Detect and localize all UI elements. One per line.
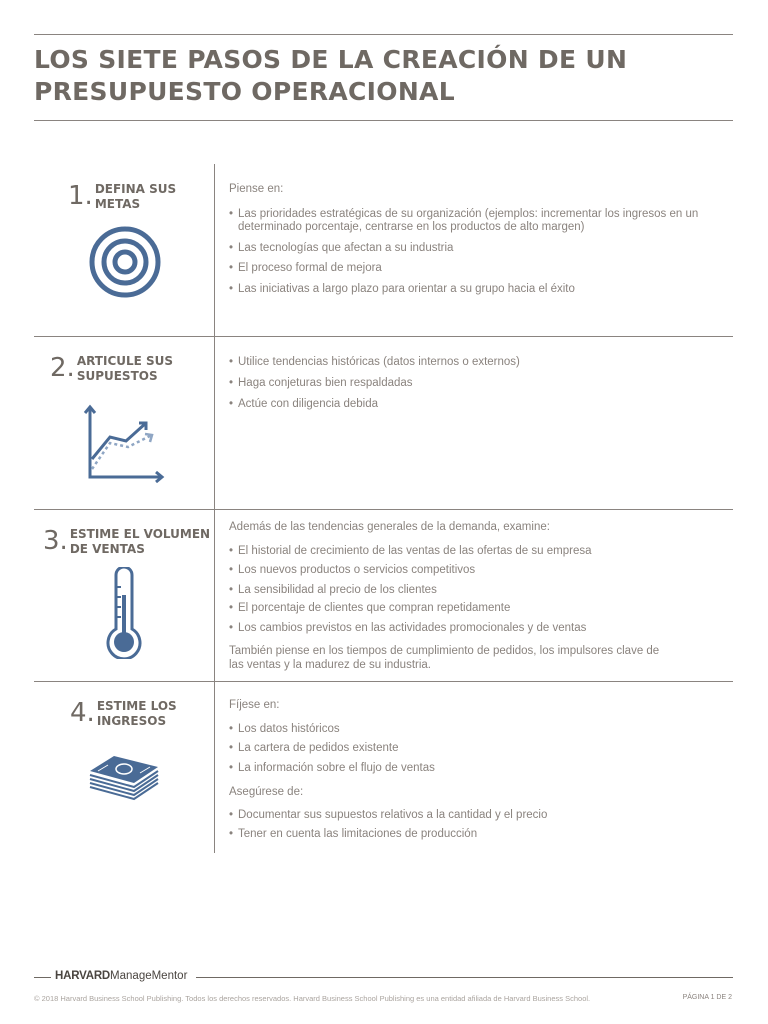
money-stack-icon: [88, 753, 160, 801]
step-label: ARTICULE SUS SUPUESTOS: [76, 354, 174, 383]
step-1-content: [229, 183, 729, 296]
page-number: PÁGINA 1 DE 2: [682, 994, 732, 1001]
brand-bold: HARVARD: [55, 970, 111, 982]
title-rule: [34, 120, 733, 121]
footer-rule-left: [34, 977, 51, 978]
list-item: • El historial de crecimiento de las ventas de las ofertas de su empresa: [229, 545, 729, 559]
step-3-content: [229, 521, 729, 672]
brand-rest: ManageMentor: [110, 970, 188, 982]
page-title: LOS SIETE PASOS DE LA CREACIÓN DE UN PRESUPUESTO OPERACIONAL: [34, 45, 628, 106]
list-item: • Haga conjeturas bien respaldadas: [229, 377, 729, 391]
footer-rule-right: [196, 977, 733, 978]
top-rule: [34, 34, 733, 35]
step-4-heading: [70, 698, 177, 729]
row-divider-3: [34, 681, 733, 682]
step-intro: Piense en:: [229, 183, 284, 195]
target-icon: [88, 225, 162, 299]
step-4-content: [229, 699, 729, 842]
list-item: • El proceso formal de mejora: [229, 262, 729, 276]
step-intro-2: Asegúrese de:: [229, 786, 304, 798]
list-item: • Actúe con diligencia debida: [229, 398, 729, 412]
list-item: • La sensibilidad al precio de los clientes: [229, 584, 729, 598]
step-number: 3.: [43, 526, 68, 556]
step-bullets: [229, 723, 729, 776]
step-bullets: [229, 545, 729, 636]
step-number: 2.: [50, 353, 75, 383]
list-item: • Las prioridades estratégicas de su organización (ejemplos: incrementar los ingresos en un determinado porcentaje, centrarse en los productos de alto margen): [229, 208, 729, 235]
list-item: • Utilice tendencias históricas (datos internos o externos): [229, 356, 729, 370]
brand-logo: [55, 970, 187, 982]
row-divider-2: [34, 509, 733, 510]
list-item: • Tener en cuenta las limitaciones de producción: [229, 828, 729, 842]
step-2-content: [229, 356, 729, 412]
step-number: 4.: [70, 698, 95, 728]
step-intro: Además de las tendencias generales de la demanda, examine:: [229, 521, 550, 533]
list-item: • Los cambios previstos en las actividades promocionales y de ventas: [229, 622, 729, 636]
list-item: • Las tecnologías que afectan a su industria: [229, 242, 729, 256]
list-item: • Documentar sus supuestos relativos a la cantidad y el precio: [229, 809, 729, 823]
step-outro: También piense en los tiempos de cumplimiento de pedidos, los impulsores clave de las ventas y la madurez de su industria.: [229, 645, 660, 671]
step-bullets: [229, 356, 729, 412]
step-label: ESTIME EL VOLUMEN DE VENTAS: [69, 527, 211, 556]
step-bullets-2: [229, 809, 729, 842]
list-item: • Los datos históricos: [229, 723, 729, 737]
step-label: DEFINA SUS METAS: [94, 182, 177, 211]
step-1-heading: [68, 181, 176, 212]
trend-chart-icon: [82, 403, 166, 483]
list-item: • Las iniciativas a largo plazo para orientar a su grupo hacia el éxito: [229, 283, 729, 297]
step-number: 1.: [68, 181, 93, 211]
row-divider-1: [34, 336, 733, 337]
list-item: • Los nuevos productos o servicios competitivos: [229, 564, 729, 578]
step-bullets: [229, 208, 729, 297]
step-label: ESTIME LOS INGRESOS: [96, 699, 177, 728]
copyright-text: © 2018 Harvard Business School Publishing. Todos los derechos reservados. Harvard Business School Publishing es una entidad afiliada de Harvard Business School.: [34, 994, 591, 1003]
step-3-heading: [43, 526, 210, 557]
list-item: • El porcentaje de clientes que compran repetidamente: [229, 602, 729, 616]
step-intro: Fíjese en:: [229, 699, 280, 711]
list-item: • La cartera de pedidos existente: [229, 742, 729, 756]
step-2-heading: [50, 353, 173, 384]
thermometer-icon: [104, 567, 144, 659]
list-item: • La información sobre el flujo de ventas: [229, 762, 729, 776]
